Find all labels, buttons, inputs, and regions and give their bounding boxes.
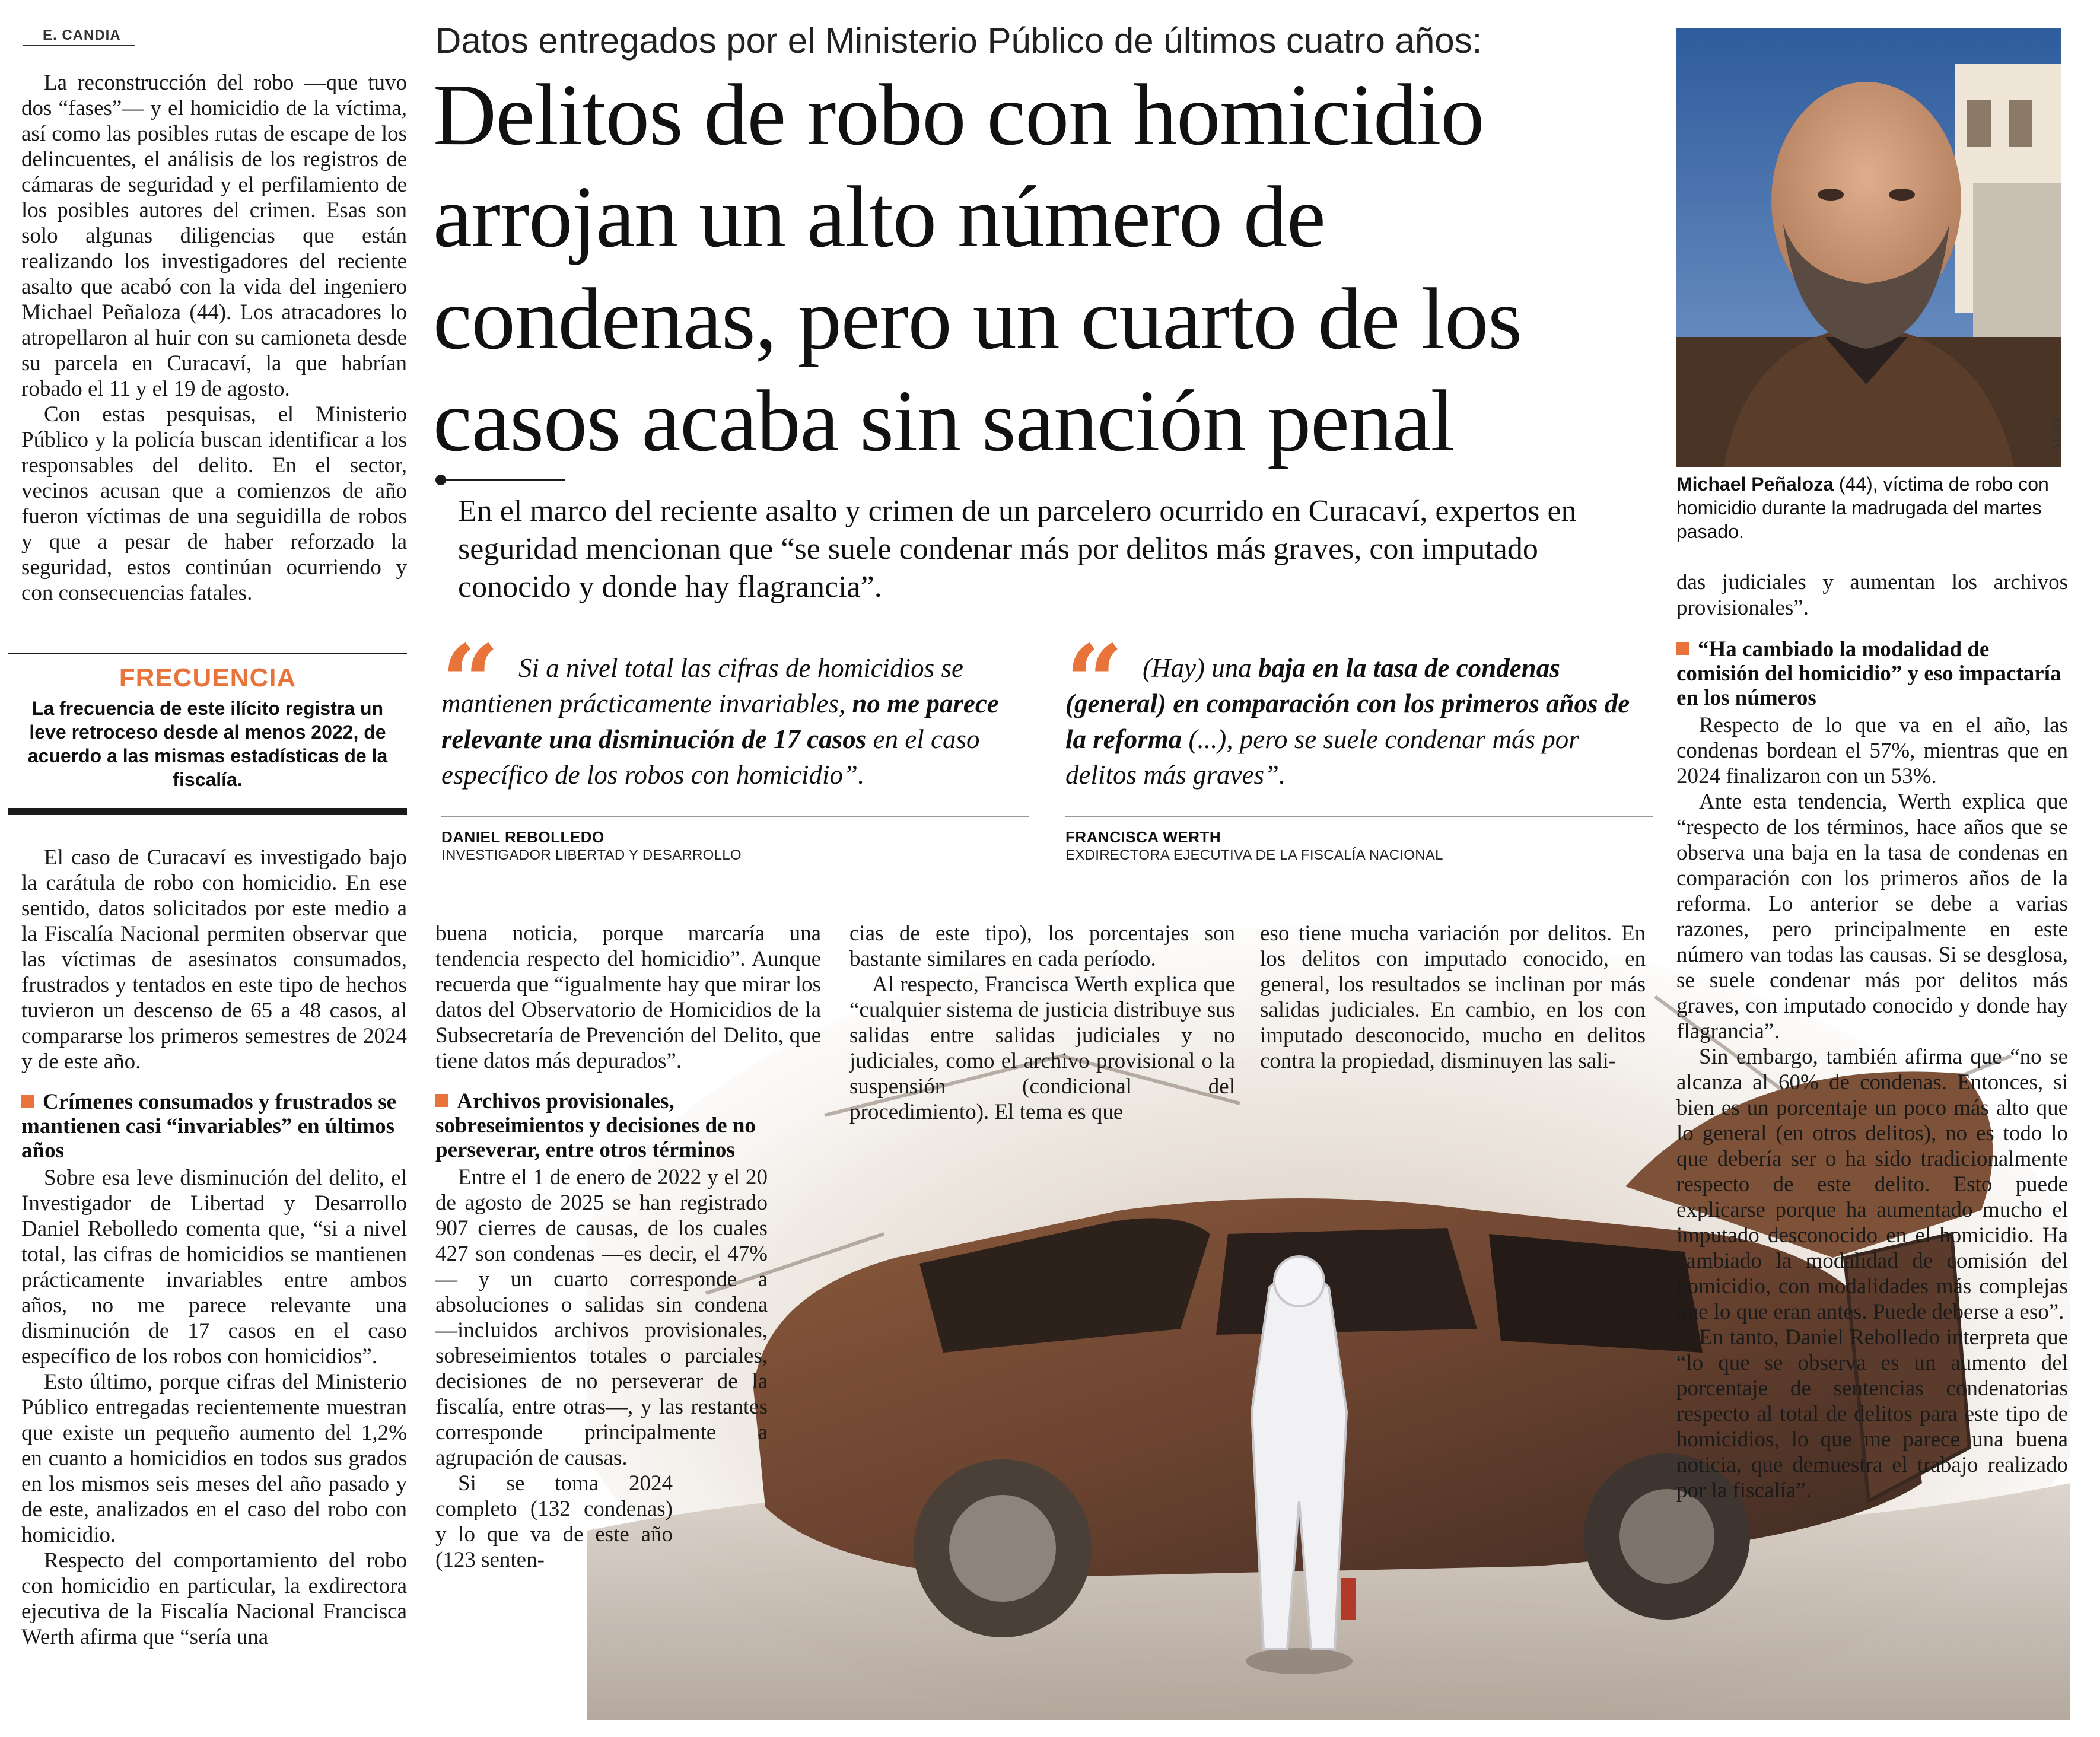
portrait-photo — [1676, 28, 2061, 467]
paragraph: cias de este tipo), los porcentajes son bastante similares en cada período. — [849, 921, 1235, 971]
caption-text: (44), víctima de robo con homicidio durante la madrugada del martes pasado. — [1676, 473, 2049, 542]
deck-dot — [435, 475, 446, 485]
paragraph: Ante esta tendencia, Werth explica que “respecto de los términos, hace años que se observa una baja en la tasa de condenas en comparación con los primeros años de la reforma. Lo anterior se debe a varias razones, pero principalmente en este número van todas las causas. Si se desglosa, se suele condenar más por delitos más graves, con imputado conocido y donde hay flagrancia”. — [1676, 790, 2068, 1044]
paragraph: eso tiene mucha variación por delitos. En los delitos con imputado conocido, en general, los resultados se inclinan por más salidas judiciales. En cambio, en los con imputado desconocido, mucho en delitos contra la propiedad, disminuyen las sali- — [1260, 921, 1646, 1073]
col2-text — [435, 921, 821, 1573]
headline-line: casos acaba sin sanción penal — [433, 373, 1455, 470]
quote-rebolledo — [441, 623, 1029, 872]
headline-line: Delitos de robo con homicidio — [433, 66, 1484, 164]
col1-bottom-text — [21, 845, 407, 1650]
byline: E. CANDIA — [43, 27, 121, 43]
paragraph: Entre el 1 de enero de 2022 y el 20 de agosto de 2025 se han registrado 907 cierres de causas, de los cuales 427 son condenas —es decir, el 47%— y un cuarto corresponde a absoluciones o salidas sin condena —incluidos archivos provisionales, sobreseimientos totales o parciales, decisiones de no perseverar de la fiscalía, entre otras—, y las restantes corresponde principalmente a agrupación de causas. — [435, 1165, 768, 1470]
paragraph: Sin embargo, también afirma que “no se alcanza al 60% de condenas. Entonces, si bien es un porcentaje un poco más alto que lo general (en otros delitos), no es todo lo que debería ser o ha sido tradicionalmente respecto de este delito. Esto puede explicarse porque ha aumentado mucho el imputado desconocido en el homicidio. Ha cambiado la modalidad de comisión del homicidio, con modalidades más complejas que lo que eran antes. Puede deberse a eso”. — [1676, 1045, 2068, 1324]
subhead-text: Archivos provisionales, sobreseimientos y decisiones de no perseverar, entre otros términos — [435, 1089, 756, 1162]
subhead-modalidad — [1676, 637, 2068, 710]
frequency-box-top-rule — [8, 653, 407, 654]
quote-werth — [1065, 623, 1653, 872]
quote-text: (Hay) una baja en la tasa de condenas (general) en comparación con los primeros años de la reforma (...), pero se suele condenar más por delitos más graves”. — [1065, 653, 1630, 790]
caption-name: Michael Peñaloza — [1676, 473, 1834, 495]
quote-mark-icon: “ — [1065, 623, 1124, 742]
bullet-square-icon — [21, 1095, 34, 1108]
subhead-text: “Ha cambiado la modalidad de comisión del homicidio” y eso impactaría en los números — [1676, 637, 2061, 710]
kicker: Datos entregados por el Ministerio Público de últimos cuatro años: — [435, 21, 1482, 61]
quote-author-title: EXDIRECTORA EJECUTIVA DE LA FISCALÍA NACIONAL — [1065, 847, 1443, 863]
col3-text — [849, 921, 1235, 1125]
paragraph: Sobre esa leve disminución del delito, el Investigador de Libertad y Desarrollo Daniel Rebolledo comenta que, “si a nivel total, las cifras de homicidios se mantienen prácticamente invariables entre ambos años, no me parece relevante una disminución de 17 casos en el caso específico de los robos con homicidios”. — [21, 1166, 407, 1369]
quote-author-title: INVESTIGADOR LIBERTAD Y DESARROLLO — [441, 847, 742, 863]
bullet-square-icon — [435, 1094, 448, 1107]
paragraph: El caso de Curacaví es investigado bajo la carátula de robo con homicidio. En ese sentido, datos solicitados por este medio a la Fiscalía Nacional permiten observar que las víctimas de asesinatos consumados, frustrados y tentados en este tipo de hechos tuvieron un descenso de 65 a 48 casos, al compararse los primeros semestres de 2024 y de este año. — [21, 845, 407, 1074]
col5-text — [1676, 570, 2068, 1503]
headline-line: condenas, pero un cuarto de los — [433, 271, 1522, 368]
frequency-text: La frecuencia de este ilícito registra un leve retroceso desde al menos 2022, de acuerdo a las mismas estadísticas de la fiscalía. — [27, 698, 388, 790]
subhead-text: Crímenes consumados y frustrados se mantienen casi “invariables” en últimos años — [21, 1090, 397, 1163]
frequency-title: FRECUENCIA — [119, 663, 297, 692]
quote-author-name: DANIEL REBOLLEDO — [441, 828, 604, 846]
frequency-box — [8, 663, 407, 791]
quote-rule — [1065, 816, 1653, 817]
paragraph: buena noticia, porque marcaría una tendencia respecto del homicidio”. Aunque recuerda que “igualmente hay que mirar los datos del Observatorio de Homicidios de la Subsecretaría de Prevención del Delito, que tiene datos más depurados”. — [435, 921, 821, 1073]
frequency-box-bottom-rule — [8, 808, 407, 815]
col1-top-text — [21, 70, 407, 606]
quote-mark-icon: “ — [441, 623, 499, 742]
paragraph: Si se toma 2024 completo (132 condenas) y lo que va de este año (123 senten- — [435, 1471, 673, 1572]
headline-line: arrojan un alto número de — [433, 168, 1325, 266]
byline-rule — [23, 45, 135, 46]
paragraph: La reconstrucción del robo —que tuvo dos “fases”— y el homicidio de la víctima, así como las posibles rutas de escape de los delincuentes, el análisis de los registros de cámaras de seguridad y el perfilamiento de los posibles autores del crimen. Esas son solo algunas diligencias que están realizando los investigadores del reciente asalto que acabó con la vida del ingeniero Michael Peñaloza (44). Los atracadores lo atropellaron al huir con su camioneta desde su parcela en Curacaví, la que habrían robado el 11 y el 19 de agosto. — [21, 71, 407, 401]
paragraph: Con estas pesquisas, el Ministerio Público y la policía buscan identificar a los responsables del delito. En el sector, vecinos acusan que a comienzos de año fueron víctimas de una seguidilla de robos y que a pesar de haber reforzado la seguridad, estos continúan ocurriendo y con consecuencias fatales. — [21, 402, 407, 605]
paragraph: Al respecto, Francisca Werth explica que “cualquier sistema de justicia distribuye sus salidas entre salidas judiciales y no judiciales, como el archivo provisional o la suspensión (condicional del procedimiento). El tema es que — [849, 972, 1235, 1124]
paragraph: Respecto del comportamiento del robo con homicidio en particular, la exdirectora ejecutiva de la Fiscalía Nacional Francisca Werth afirma que “sería una — [21, 1548, 407, 1649]
deck-rule — [446, 479, 565, 481]
quote-author-name: FRANCISCA WERTH — [1065, 828, 1221, 846]
portrait-caption — [1676, 472, 2068, 543]
paragraph: Esto último, porque cifras del Ministerio Público entregadas recientemente muestran que existe un pequeño aumento del 1,2% en cuanto a homicidios en todos sus grados en los mismos seis meses del año pasado y de este, analizados en el caso del robo con homicidio. — [21, 1370, 407, 1547]
headline — [433, 64, 1667, 472]
paragraph: En tanto, Daniel Rebolledo interpreta que “lo que se observa es un aumento del porcentaje de sentencias condenatorias respecto al total de delitos para este tipo de homicidios, lo que me parece una buena noticia, que demuestra el trabajo realizado por la fiscalía”. — [1676, 1325, 2068, 1503]
paragraph: Respecto de lo que va en el año, las condenas bordean el 57%, mientras que en 2024 finalizaron con un 53%. — [1676, 713, 2068, 788]
quote-rule — [441, 816, 1029, 817]
photo-credit: ATON — [2050, 417, 2062, 451]
bullet-square-icon — [1676, 642, 1689, 655]
deck: En el marco del reciente asalto y crimen de un parcelero ocurrido en Curacaví, expertos en seguridad mencionan que “se suele condenar más por delitos más graves, con imputado conocido y donde hay flagrancia”. — [458, 494, 1577, 604]
subhead-archivos — [435, 1089, 821, 1162]
quote-text: Si a nivel total las cifras de homicidios se mantienen prácticamente invariables, no me parece relevante una disminución de 17 casos en el caso específico de los robos con homicidio”. — [441, 653, 999, 790]
paragraph: das judiciales y aumentan los archivos provisionales”. — [1676, 570, 2068, 620]
subhead-invariables — [21, 1090, 407, 1163]
col4-text — [1260, 921, 1646, 1074]
